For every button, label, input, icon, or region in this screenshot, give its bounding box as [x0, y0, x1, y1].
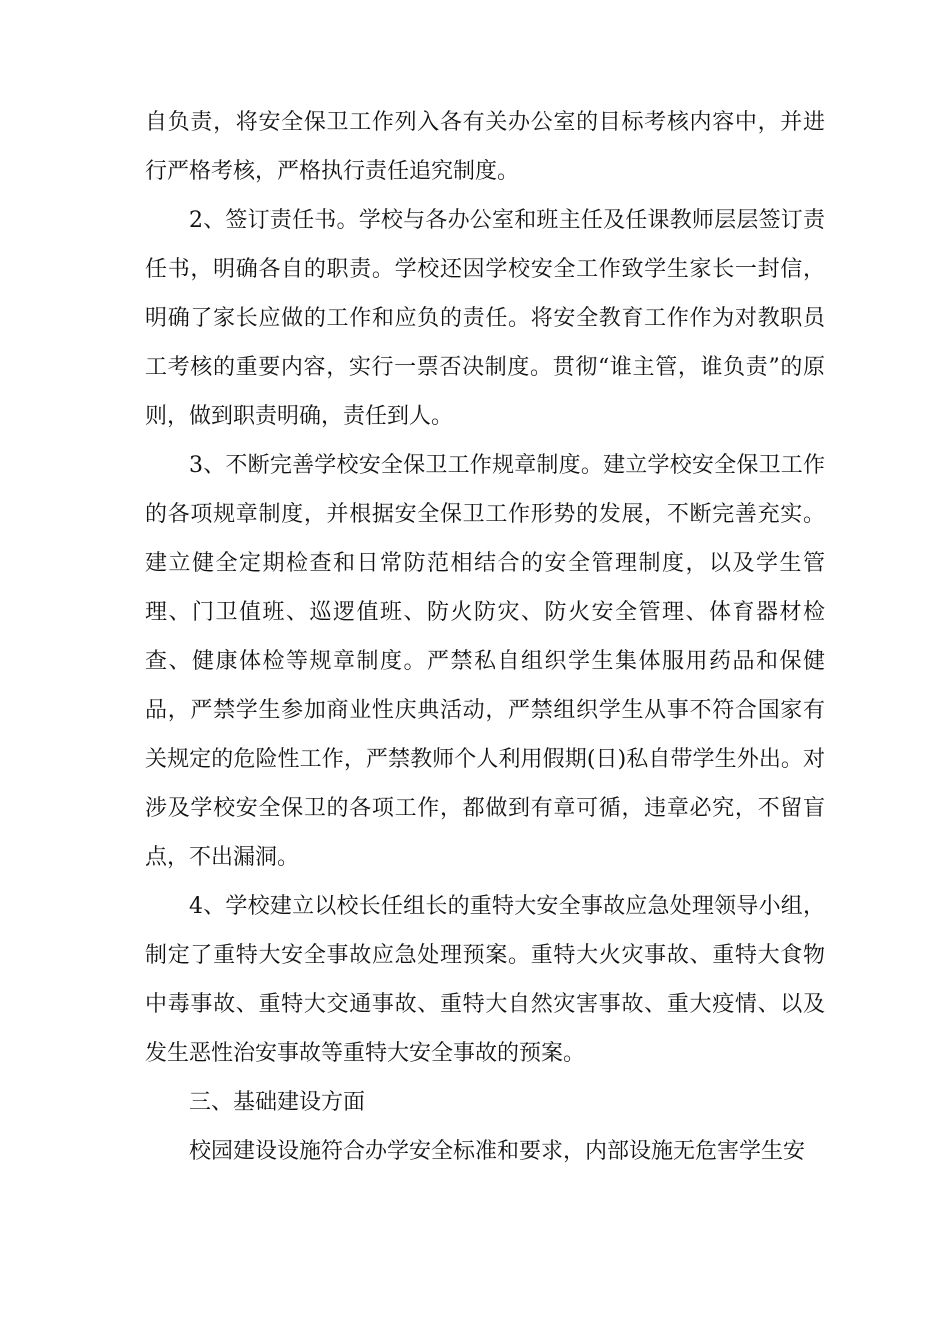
- paragraph-2: 2、签订责任书。学校与各办公室和班主任及任课教师层层签订责任书，明确各自的职责。学校还因学校安全工作致学生家长一封信，明确了家长应做的工作和应负的责任。将安全教育工作作为对教职员工考核的重要内容，实行一票否决制度。贯彻“谁主管，谁负责”的原则，做到职责明确，责任到人。: [145, 208, 825, 429]
- paragraph-3: 3、不断完善学校安全保卫工作规章制度。建立学校安全保卫工作的各项规章制度，并根据安全保卫工作形势的发展，不断完善充实。建立健全定期检查和日常防范相结合的安全管理制度，以及学生管理、门卫值班、巡逻值班、防火防灾、防火安全管理、体育器材检查、健康体检等规章制度。严禁私自组织学生集体服用药品和保健品，严禁学生参加商业性庆典活动，严禁组织学生从事不符合国家有关规定的危险性工作，严禁教师个人利用假期(日)私自带学生外出。对涉及学校安全保卫的各项工作，都做到有章可循，违章必究，不留盲点，不出漏洞。: [145, 453, 825, 870]
- paragraph-1: 自负责，将安全保卫工作列入各有关办公室的目标考核内容中，并进行严格考核，严格执行责任追究制度。: [145, 110, 825, 184]
- paragraph-4: 4、学校建立以校长任组长的重特大安全事故应急处理领导小组，制定了重特大安全事故应急处理预案。重特大火灾事故、重特大食物中毒事故、重特大交通事故、重特大自然灾害事故、重大疫情、以及发生恶性治安事故等重特大安全事故的预案。: [145, 894, 825, 1066]
- paragraph-6: 校园建设设施符合办学安全标准和要求，内部设施无危害学生安: [189, 1139, 806, 1164]
- document-body: [145, 98, 825, 1176]
- section-heading: 三、基础建设方面: [189, 1090, 366, 1115]
